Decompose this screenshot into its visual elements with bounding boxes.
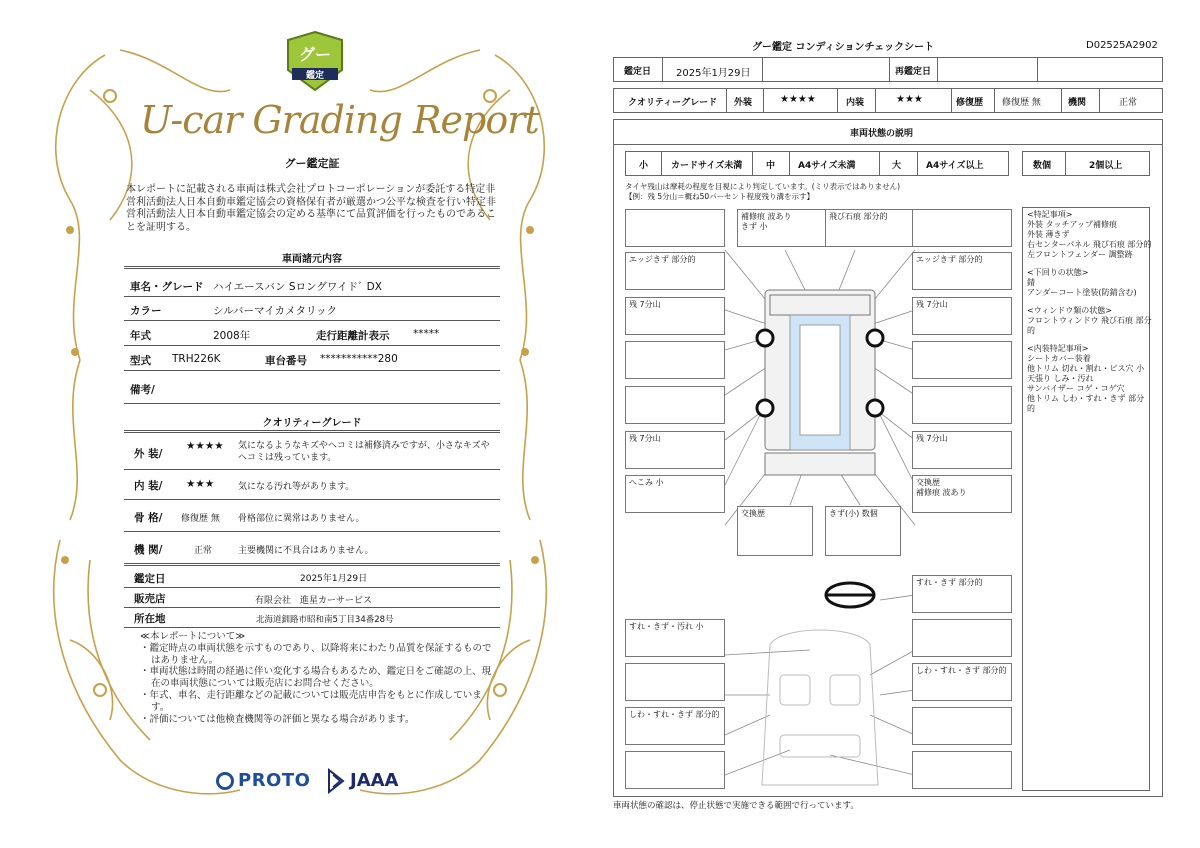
divider bbox=[124, 430, 500, 433]
color-label: カラー bbox=[130, 305, 162, 317]
sheet-date-label: 鑑定日 bbox=[624, 67, 652, 77]
count-label: 数個 bbox=[1033, 161, 1052, 171]
divider bbox=[124, 266, 500, 269]
annotation-box bbox=[625, 386, 725, 424]
note-item: ・車両状態は時間の経過に伴い変化する場合もあるため、鑑定日をご確認の上、現在の車両状態については販売店にお問合せください。 bbox=[140, 666, 492, 690]
address-value: 北海道釧路市昭和南5丁目34番28号 bbox=[256, 615, 394, 625]
date-value: 2025年1月29日 bbox=[300, 574, 368, 584]
size-large-desc: A4サイズ以上 bbox=[926, 161, 984, 171]
shop-value: 有限会社 進星カーサービス bbox=[255, 596, 373, 606]
divider bbox=[124, 499, 500, 500]
chassis-value: ***********280 bbox=[320, 353, 398, 365]
annotation-box: きず(小) 数個 bbox=[825, 506, 901, 556]
condition-heading: 車両状態の説明 bbox=[850, 129, 914, 139]
report-title: U-car Grading Report bbox=[140, 98, 539, 142]
exterior-label: 外 装/ bbox=[134, 448, 163, 460]
annotation-box: すれ・きず 部分的 bbox=[912, 575, 1012, 613]
year-label: 年式 bbox=[130, 330, 151, 342]
badge-top-text: グー bbox=[298, 45, 331, 64]
annotation-box: 残 7分山 bbox=[625, 297, 725, 335]
annotation-box bbox=[912, 751, 1012, 789]
year-value: 2008年 bbox=[213, 330, 251, 342]
report-notes bbox=[140, 631, 495, 725]
cell-divider bbox=[1061, 89, 1062, 112]
interior-stars: ★★★ bbox=[186, 478, 215, 490]
mileage-value: ***** bbox=[413, 328, 440, 340]
size-small-desc: カードサイズ未満 bbox=[671, 161, 743, 171]
frame-value: 修復歴 無 bbox=[181, 514, 220, 524]
goo-kantei-badge bbox=[284, 30, 346, 92]
engine-sheet-value: 正常 bbox=[1119, 98, 1138, 108]
cell-divider bbox=[752, 152, 753, 175]
note-item: ・評価については他検査機関等の評価と異なる場合があります。 bbox=[140, 713, 415, 725]
cell-divider bbox=[789, 152, 790, 175]
size-large: 大 bbox=[892, 161, 902, 171]
side-note: <特記事項> 外装 タッチアップ補修痕 外装 薄きず 右センターパネル 飛び石痕 部分的 左フロントフェンダー 調整跡 bbox=[1027, 210, 1152, 259]
chassis-label: 車台番号 bbox=[265, 355, 307, 367]
divider bbox=[124, 296, 500, 297]
annotation-box: 交換歴 補修痕 波あり bbox=[912, 475, 1012, 513]
cell-divider bbox=[879, 152, 880, 175]
annotation-box: 補修痕 波あり きず 小 bbox=[737, 209, 837, 247]
annotation-box: 残 7分山 bbox=[625, 431, 725, 469]
date-row bbox=[613, 57, 1163, 82]
side-note: <内装特記事項> シートカバー装着 他トリム 切れ・割れ・ビス穴 小 天張り しみ・汚れ サンバイザー コゲ・コゲ穴 他トリム しわ・すれ・きず 部分的 bbox=[1027, 344, 1145, 413]
note-item: ・年式、車名、走行距離などの記載については販売店申告をもとに作成しています。 bbox=[140, 689, 482, 713]
tire-note-1: タイヤ残山は摩耗の程度を目視により判定しています。(ミリ表示ではありません) bbox=[625, 182, 901, 191]
cell-divider bbox=[994, 89, 995, 112]
annotation-box bbox=[912, 209, 1012, 247]
cell-divider bbox=[661, 152, 662, 175]
annotation-box bbox=[625, 209, 725, 247]
date-label: 鑑定日 bbox=[134, 573, 166, 585]
engine-label: 機 関/ bbox=[134, 544, 163, 556]
cell-divider bbox=[1037, 58, 1038, 81]
doc-id: D02525A2902 bbox=[1086, 40, 1158, 51]
annotation-box bbox=[912, 341, 1012, 379]
int-value: ★★★ bbox=[896, 94, 923, 105]
specs-heading: 車両諸元内容 bbox=[282, 254, 342, 265]
divider bbox=[124, 531, 500, 532]
model-label: 型式 bbox=[130, 355, 151, 367]
cell-divider bbox=[951, 89, 952, 112]
certificate-title: グー鑑定証 bbox=[284, 157, 340, 170]
side-notes bbox=[1027, 210, 1152, 422]
mileage-label: 走行距離計表示 bbox=[316, 330, 390, 342]
note-item: ・鑑定時点の車両状態を示すものであり、以降将来にわたり品質を保証するものではありません。 bbox=[140, 642, 492, 666]
remarks-label: 備考/ bbox=[130, 384, 155, 396]
cell-divider bbox=[937, 58, 938, 81]
quality-heading: クオリティーグレード bbox=[262, 418, 362, 429]
engine-sheet-label: 機関 bbox=[1068, 98, 1087, 108]
side-note: <ウィンドウ類の状態> フロントウィンドウ 飛び石痕 部分的 bbox=[1027, 306, 1152, 335]
annotation-box: エッジきず 部分的 bbox=[625, 252, 725, 290]
frame-text: 骨格部位に異常はありません。 bbox=[238, 514, 365, 524]
size-legend bbox=[625, 151, 1009, 176]
cell-divider bbox=[917, 152, 918, 175]
annotation-box: 残 7分山 bbox=[912, 431, 1012, 469]
redate-label: 再鑑定日 bbox=[895, 67, 932, 77]
ext-label: 外装 bbox=[734, 98, 753, 108]
cell-divider bbox=[1099, 89, 1100, 112]
history-value: 修復歴 無 bbox=[1002, 98, 1041, 108]
divider bbox=[124, 403, 500, 404]
side-note: <下回りの状態> 錆 アンダーコート塗装(防錆含む) bbox=[1027, 268, 1137, 297]
annotation-box bbox=[625, 751, 725, 789]
shop-label: 販売店 bbox=[134, 593, 166, 605]
annotation-box: 飛び石痕 部分的 bbox=[825, 209, 925, 247]
cell-divider bbox=[726, 89, 727, 112]
annotation-box: しわ・すれ・きず 部分的 bbox=[912, 663, 1012, 701]
sheet-date-value: 2025年1月29日 bbox=[676, 68, 751, 79]
address-label: 所在地 bbox=[134, 613, 166, 625]
int-label: 内装 bbox=[846, 98, 865, 108]
jaaa-logo: JAAA bbox=[350, 770, 399, 791]
annotation-box: エッジきず 部分的 bbox=[912, 252, 1012, 290]
cell-divider bbox=[837, 89, 838, 112]
divider bbox=[124, 607, 500, 608]
quality-row bbox=[613, 88, 1163, 113]
badge-bottom-text: 鑑定 bbox=[305, 71, 324, 81]
cell-divider bbox=[662, 58, 663, 81]
cell-divider bbox=[763, 89, 764, 112]
divider bbox=[124, 370, 500, 371]
proto-logo: PROTO bbox=[238, 770, 311, 791]
exterior-text: 気になるようなキズやヘコミは補修済みですが、小さなキズやヘコミは残っています。 bbox=[238, 441, 490, 463]
annotation-box bbox=[912, 707, 1012, 745]
count-legend bbox=[1022, 151, 1150, 176]
divider bbox=[124, 320, 500, 321]
interior-label: 内 装/ bbox=[134, 480, 163, 492]
annotation-box bbox=[912, 619, 1012, 657]
notes-title: ≪本レポートについて≫ bbox=[140, 631, 246, 642]
sheet-title: グー鑑定 コンディションチェックシート bbox=[752, 42, 935, 53]
divider bbox=[124, 627, 500, 628]
cell-divider bbox=[1065, 152, 1066, 175]
cell-divider bbox=[875, 89, 876, 112]
engine-text: 主要機関に不具合はありません。 bbox=[238, 546, 374, 556]
exterior-stars: ★★★★ bbox=[186, 440, 224, 452]
color-value: シルバーマイカメタリック bbox=[213, 305, 338, 317]
annotation-box bbox=[912, 386, 1012, 424]
annotation-box: しわ・すれ・きず 部分的 bbox=[625, 707, 725, 745]
quality-label: クオリティーグレード bbox=[628, 98, 718, 108]
annotation-box: へこみ 小 bbox=[625, 475, 725, 513]
divider bbox=[124, 345, 500, 346]
divider bbox=[124, 563, 500, 566]
annotation-box: 交換歴 bbox=[737, 506, 813, 556]
divider bbox=[614, 144, 1162, 145]
proto-logo-icon bbox=[216, 772, 234, 790]
cell-divider bbox=[889, 58, 890, 81]
model-value: TRH226K bbox=[172, 353, 221, 365]
footer-note: 車両状態の確認は、停止状態で実施できる範囲で行っています。 bbox=[613, 801, 859, 811]
jaaa-logo-icon bbox=[326, 768, 346, 794]
cell-divider bbox=[762, 58, 763, 81]
annotation-box: 残 7分山 bbox=[912, 297, 1012, 335]
annotation-box bbox=[625, 341, 725, 379]
history-label: 修復歴 bbox=[956, 98, 984, 108]
annotation-box bbox=[625, 663, 725, 701]
count-desc: 2個以上 bbox=[1089, 161, 1123, 171]
engine-value: 正常 bbox=[194, 546, 213, 556]
size-mid: 中 bbox=[766, 161, 776, 171]
divider bbox=[124, 469, 500, 470]
interior-text: 気になる汚れ等があります。 bbox=[238, 482, 355, 492]
name-label: 車名・グレード bbox=[130, 281, 204, 293]
certificate-text: 本レポートに記載される車両は株式会社プロトコーポレーションが委託する特定非営利活動法人日本自動車鑑定協会の資格保有者が厳選かつ公平な検査を行い特定非営利活動法人日本自動車鑑定協会の定める基準にて品質評価を行ったものであることを証明する。 bbox=[126, 184, 496, 233]
ext-value: ★★★★ bbox=[780, 94, 816, 105]
tire-note-2: 【例：残 5分山＝概ね50パーセント程度残り溝を示す】 bbox=[625, 192, 815, 201]
size-small: 小 bbox=[639, 161, 649, 171]
annotation-box: すれ・きず・汚れ 小 bbox=[625, 619, 725, 657]
name-value: ハイエースバン Sロングワイドﾞ DX bbox=[213, 281, 382, 293]
frame-label: 骨 格/ bbox=[134, 512, 163, 524]
divider bbox=[124, 587, 500, 588]
size-mid-desc: A4サイズ未満 bbox=[798, 161, 856, 171]
